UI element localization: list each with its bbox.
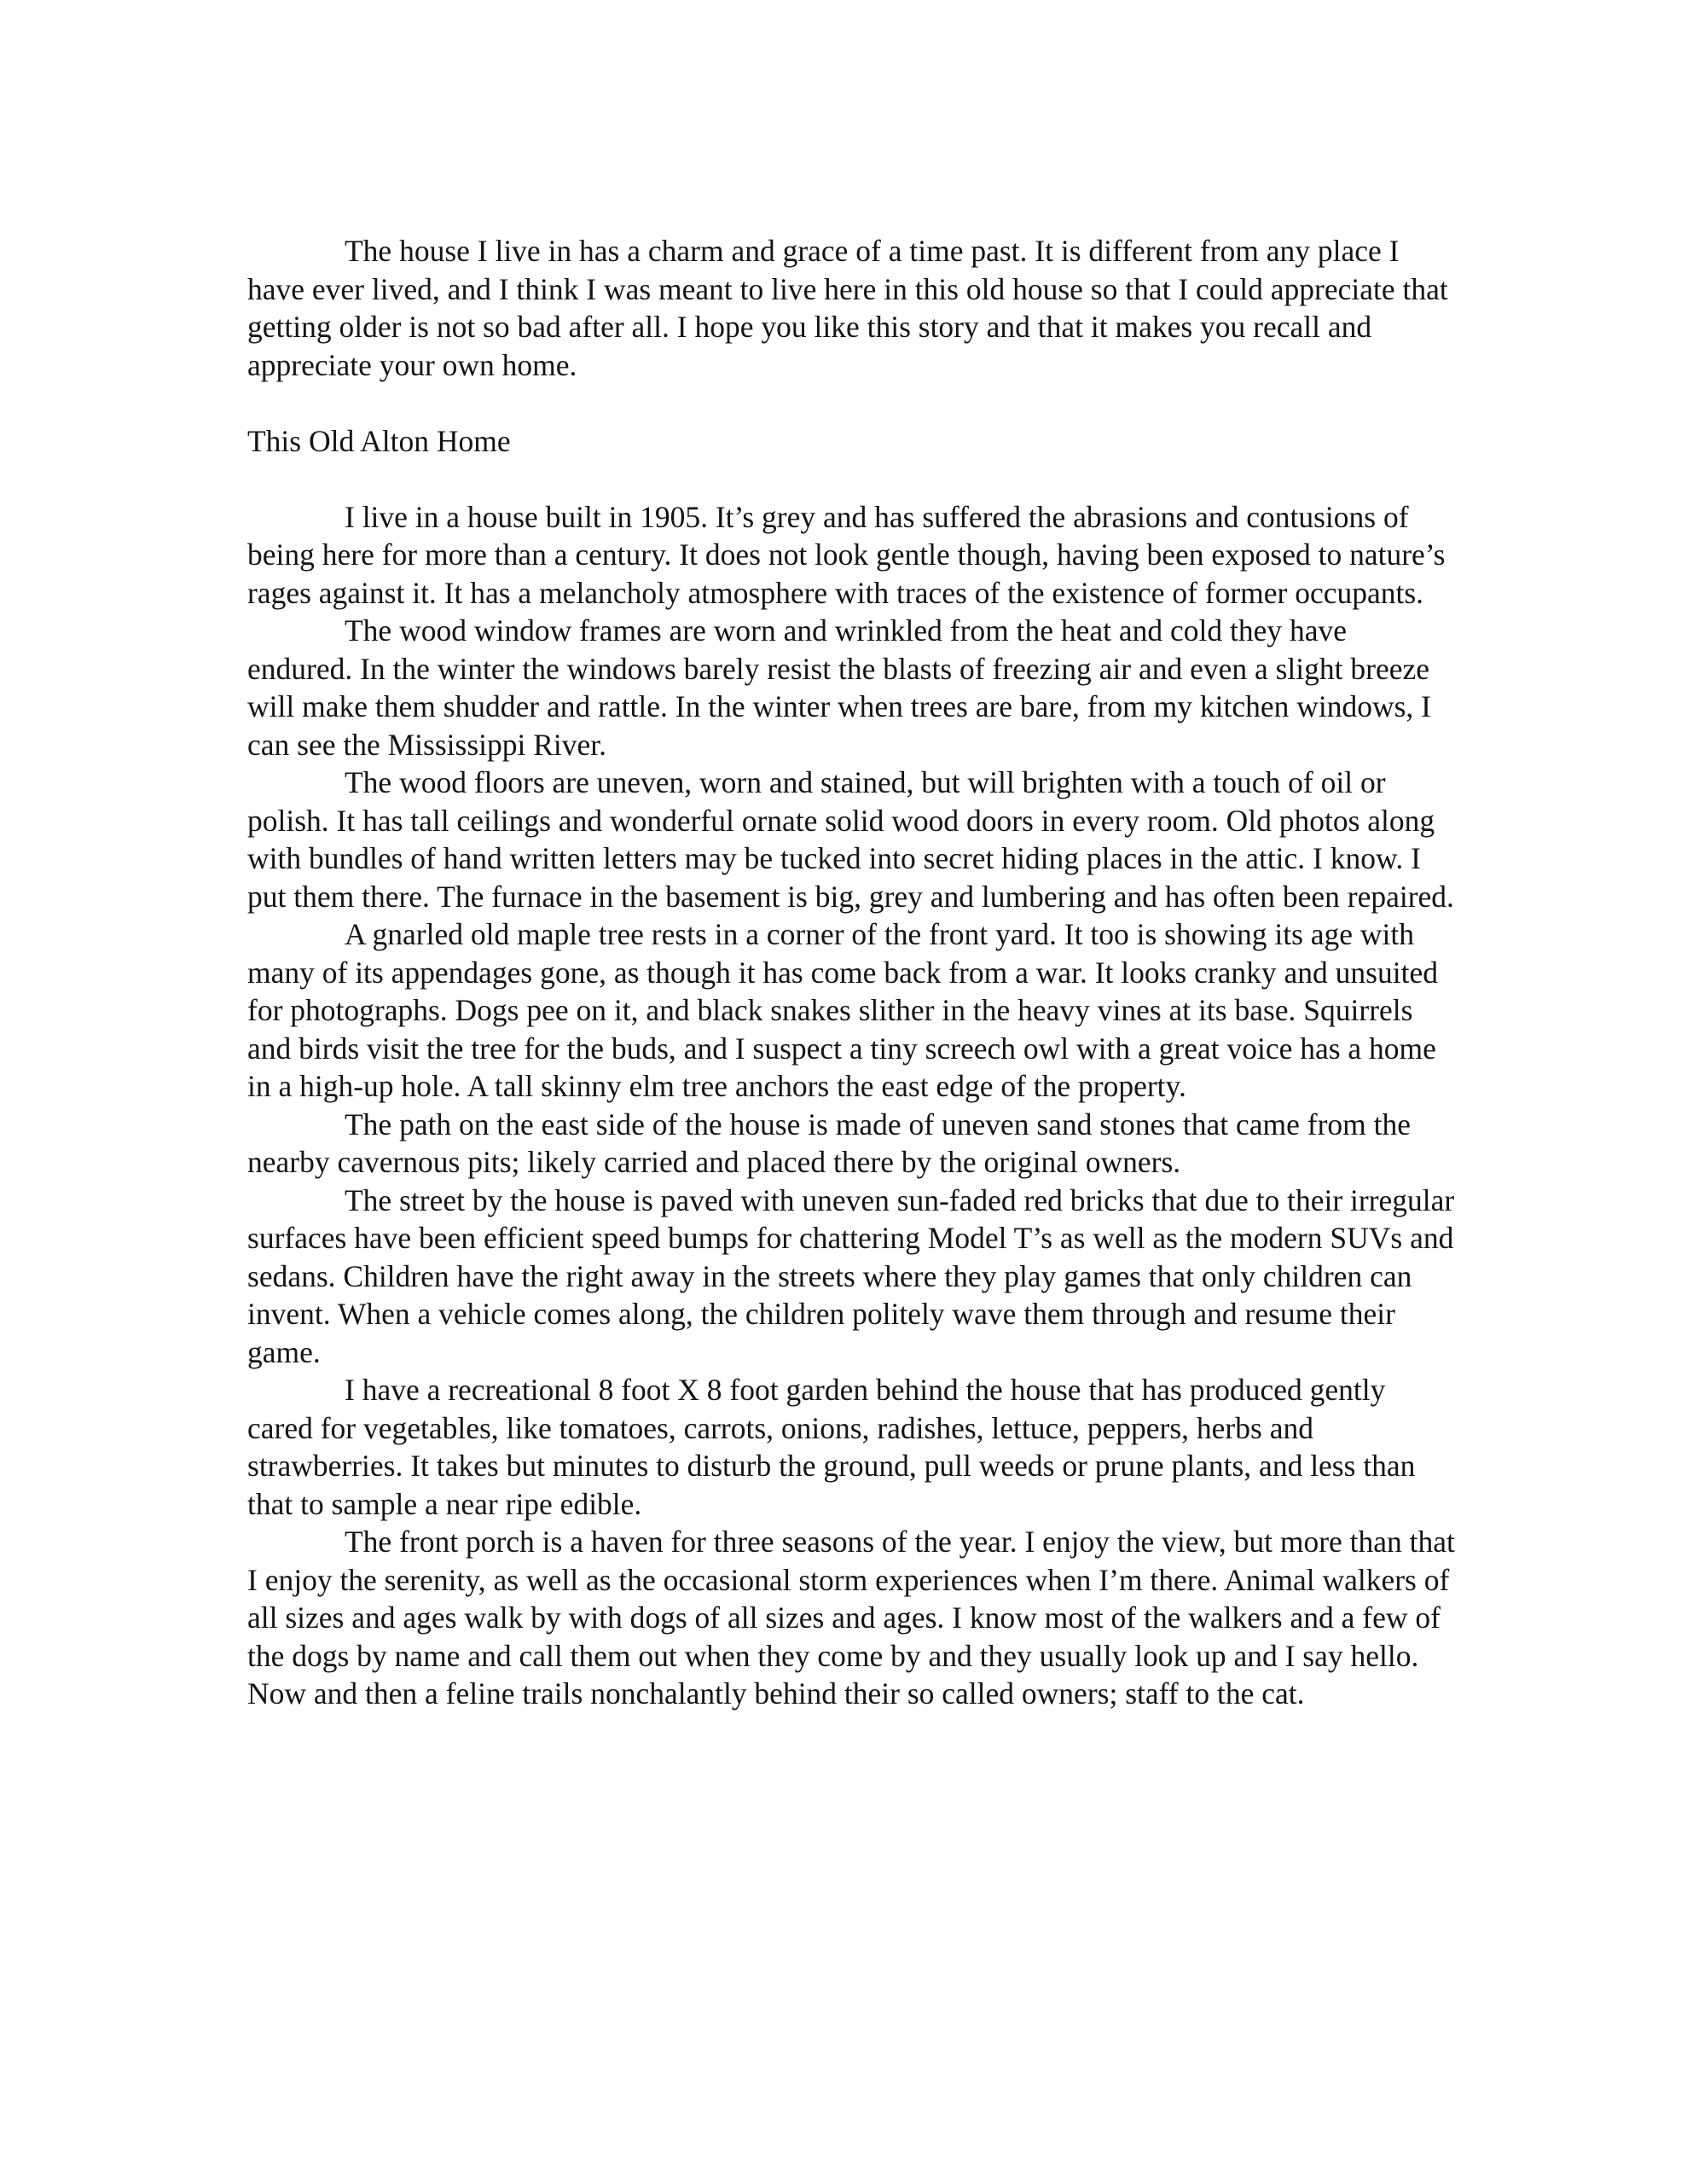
story-paragraph-6: The street by the house is paved with uneven sun-faded red bricks that due to their irregular surfaces have been efficient speed bumps for chattering Model T’s as well as the modern SUVs and sedans. Children have the right away in the streets where they play games that only children can invent. When a vehicle comes along, the children politely wave them through and resume their game. bbox=[247, 1182, 1455, 1369]
story-paragraph-5: The path on the east side of the house is made of uneven sand stones that came from the nearby cavernous pits; likely carried and placed there by the original owners. bbox=[247, 1107, 1412, 1179]
story-title: This Old Alton Home bbox=[247, 423, 511, 458]
document-body bbox=[247, 232, 1458, 1713]
story-paragraph-3: The wood floors are uneven, worn and stained, but will brighten with a touch of oil or polish. It has tall ceilings and wonderful ornate solid wood doors in every room. Old photos along with bundles of hand written letters may be tucked into secret hiding places in the attic. I know. I put them there. The furnace in the basement is big, grey and lumbering and has often been repaired. bbox=[247, 765, 1454, 914]
story-paragraph-1: I live in a house built in 1905. It’s grey and has suffered the abrasions and contusions of being here for more than a century. It does not look gentle though, having been exposed to nature’s rages against it. It has a melancholy atmosphere with traces of the existence of former occupants. bbox=[247, 499, 1446, 610]
intro-paragraph: The house I live in has a charm and grace of a time past. It is different from any place I have ever lived, and I think I was meant to live here in this old house so that I could appreciate that getting older is not so bad after all. I hope you like this story and that it makes you recall and appreciate your own home. bbox=[247, 234, 1448, 382]
story-paragraph-8: The front porch is a haven for three seasons of the year. I enjoy the view, but more than that I enjoy the serenity, as well as the occasional storm experiences when I’m there. Animal walkers of all sizes and ages walk by with dogs of all sizes and ages. I know most of the walkers and a few of the dogs by name and call them out when they come by and they usually look up and I say hello. Now and then a feline trails nonchalantly behind their so called owners; staff to the cat. bbox=[247, 1525, 1455, 1711]
story-paragraph-7: I have a recreational 8 foot X 8 foot garden behind the house that has produced gently cared for vegetables, like tomatoes, carrots, onions, radishes, lettuce, peppers, herbs and strawberries. It takes but minutes to disturb the ground, pull weeds or prune plants, and less than that to sample a near ripe edible. bbox=[247, 1373, 1416, 1521]
story-paragraph-2: The wood window frames are worn and wrinkled from the heat and cold they have endured. In the winter the windows barely resist the blasts of freezing air and even a slight breeze will make them shudder and rattle. In the winter when trees are bare, from my kitchen windows, I can see the Mississippi River. bbox=[247, 613, 1432, 762]
story-paragraph-4: A gnarled old maple tree rests in a corner of the front yard. It too is showing its age with many of its appendages gone, as though it has come back from a war. It looks cranky and unsuited for photographs. Dogs pee on it, and black snakes slither in the heavy vines at its base. Squirrels and birds visit the tree for the buds, and I suspect a tiny screech owl with a great voice has a home in a high-up hole. A tall skinny elm tree anchors the east edge of the property. bbox=[247, 917, 1438, 1103]
